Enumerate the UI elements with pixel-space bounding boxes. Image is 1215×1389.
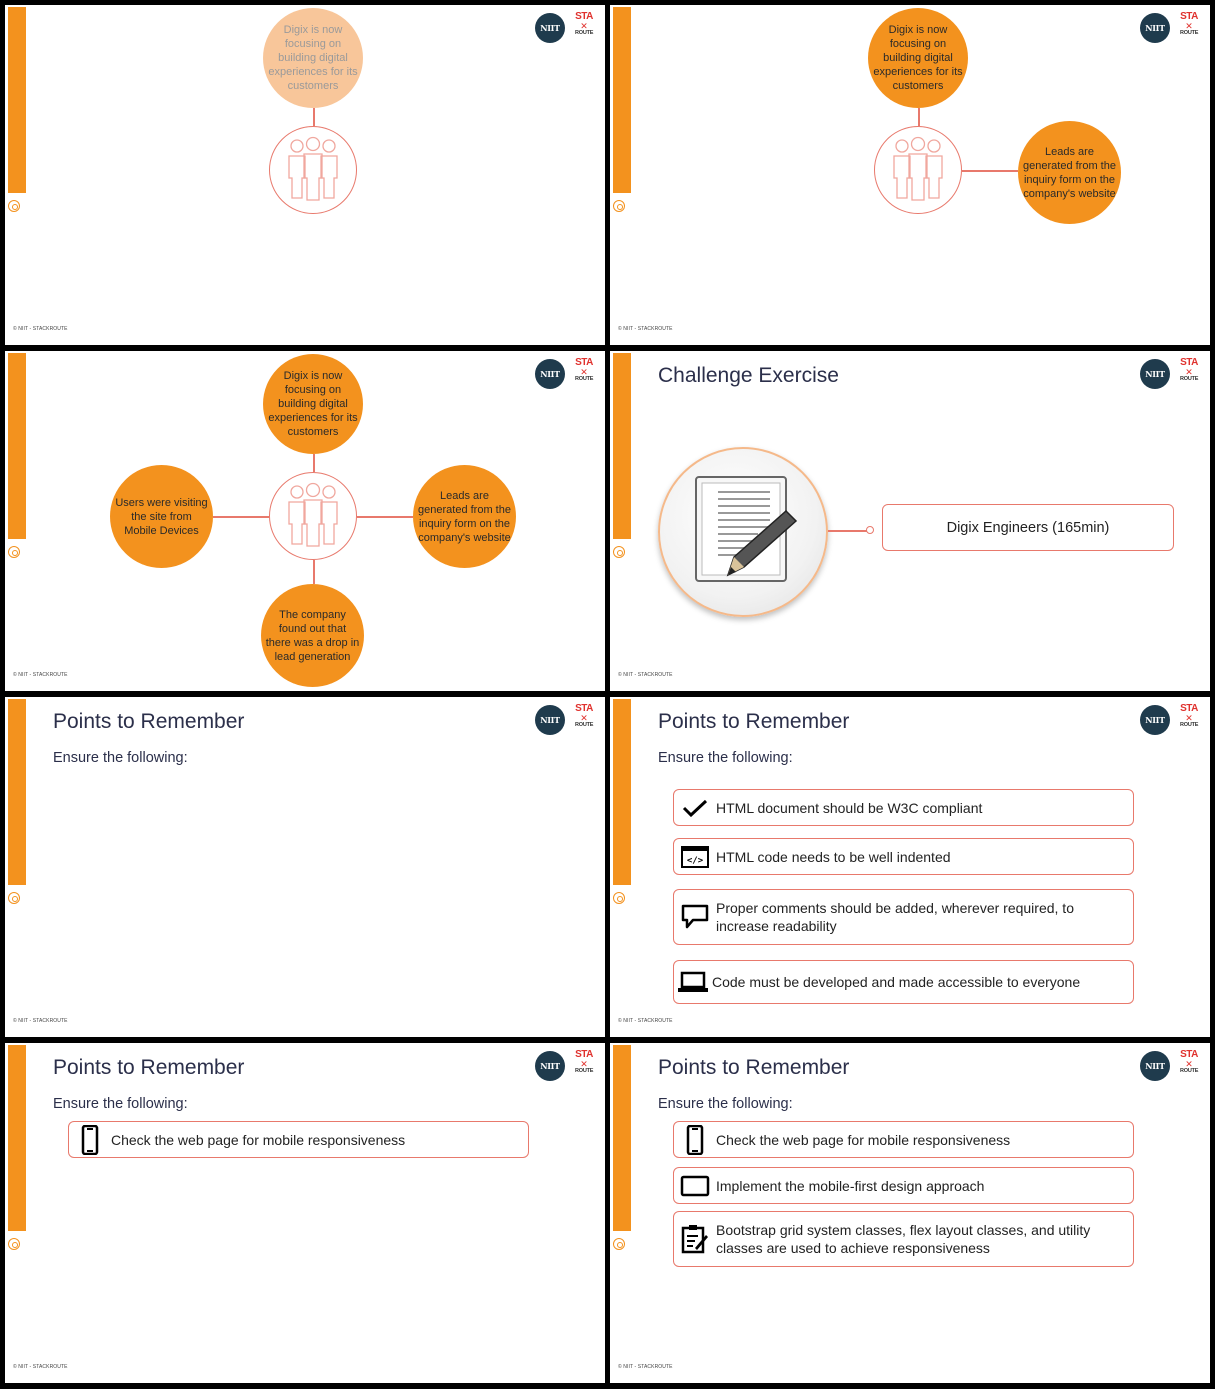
footer: © NIIT - STACKROUTE (618, 326, 673, 332)
slide-7 (5, 1043, 605, 1383)
connector-line (313, 454, 315, 472)
accent-bar (613, 1045, 631, 1231)
point-text: Code must be developed and made accessible to everyone (712, 974, 1081, 990)
slide-title: Points to Remember (53, 710, 245, 733)
slide-subtitle: Ensure the following: (53, 750, 188, 766)
point-item (673, 960, 1134, 1004)
stackroute-logo: STA ✕ ROUTE (1180, 1049, 1199, 1074)
niit-logo: NIIT (535, 705, 565, 735)
circle-top: Digix is now focusing on building digital experiences for its customers (263, 8, 363, 108)
slide-1 (5, 5, 605, 345)
accent-bar (8, 353, 26, 539)
point-text: Bootstrap grid system classes, flex layout classes, and utility classes are used to achieve responsiveness (716, 1222, 1091, 1256)
niit-logo: NIIT (1140, 13, 1170, 43)
exercise-card[interactable] (882, 504, 1174, 551)
stackroute-logo: STA ✕ ROUTE (575, 11, 594, 36)
people-group-icon (269, 472, 357, 560)
connector-line (313, 108, 315, 126)
point-item (673, 1121, 1134, 1158)
point-item (673, 889, 1134, 945)
stackroute-logo: STA ✕ ROUTE (575, 357, 594, 382)
niit-logo: NIIT (1140, 359, 1170, 389)
ring-icon (613, 200, 625, 212)
accent-bar (8, 1045, 26, 1231)
slide-title: Points to Remember (53, 1056, 245, 1079)
point-item (673, 838, 1134, 875)
footer: © NIIT - STACKROUTE (618, 672, 673, 678)
footer: © NIIT - STACKROUTE (13, 326, 68, 332)
comment-icon (674, 904, 716, 930)
ring-icon (613, 546, 625, 558)
circle-top: Digix is now focusing on building digital experiences for its customers (868, 8, 968, 108)
circle-right: Leads are generated from the inquiry form on the company's website (1018, 121, 1121, 224)
accent-bar (8, 7, 26, 193)
connector-line (918, 108, 920, 126)
slide-8 (610, 1043, 1210, 1383)
stackroute-logo: STA ✕ ROUTE (575, 1049, 594, 1074)
footer: © NIIT - STACKROUTE (618, 1364, 673, 1370)
slide-subtitle: Ensure the following: (658, 750, 793, 766)
ring-icon (8, 1238, 20, 1250)
stackroute-logo: STA ✕ ROUTE (575, 703, 594, 728)
accent-bar (613, 353, 631, 539)
checkmark-icon (674, 799, 716, 817)
stackroute-logo: STA ✕ ROUTE (1180, 11, 1199, 36)
point-item (673, 1211, 1134, 1267)
niit-logo: NIIT (535, 13, 565, 43)
niit-logo: NIIT (1140, 705, 1170, 735)
people-group-icon (874, 126, 962, 214)
point-text: HTML document should be W3C compliant (716, 799, 983, 816)
niit-logo: NIIT (535, 1051, 565, 1081)
point-item (68, 1121, 529, 1158)
point-text: Check the web page for mobile responsiveness (716, 1131, 1011, 1148)
footer: © NIIT - STACKROUTE (13, 1018, 68, 1024)
code-window-icon (674, 846, 716, 868)
slide-2 (610, 5, 1210, 345)
connector-line (828, 530, 868, 532)
document-pencil-icon (658, 447, 828, 617)
niit-logo: NIIT (535, 359, 565, 389)
ring-icon (8, 200, 20, 212)
ring-icon (8, 546, 20, 558)
point-text: Proper comments should be added, wherever required, to increase readability (716, 900, 1074, 934)
slide-6 (610, 697, 1210, 1037)
mobile-phone-icon (69, 1125, 111, 1155)
circle-left: Users were visiting the site from Mobile Devices (110, 465, 213, 568)
svg-text:</>: </> (686, 855, 704, 866)
mobile-phone-icon (674, 1125, 716, 1155)
footer: © NIIT - STACKROUTE (618, 1018, 673, 1024)
connector-line (313, 560, 315, 584)
slide-title: Challenge Exercise (658, 364, 839, 387)
slide-title: Points to Remember (658, 1056, 850, 1079)
slide-4 (610, 351, 1210, 691)
point-text: Implement the mobile-first design approach (716, 1177, 985, 1194)
accent-bar (613, 699, 631, 885)
tablet-icon (674, 1175, 716, 1197)
slide-3 (5, 351, 605, 691)
clipboard-edit-icon (674, 1224, 716, 1254)
people-group-icon (269, 126, 357, 214)
connector-line (357, 516, 413, 518)
exercise-label: Digix Engineers (165min) (946, 519, 1110, 536)
slide-title: Points to Remember (658, 710, 850, 733)
circle-right: Leads are generated from the inquiry form on the company's website (413, 465, 516, 568)
stackroute-logo: STA ✕ ROUTE (1180, 357, 1199, 382)
niit-logo: NIIT (1140, 1051, 1170, 1081)
point-text: Check the web page for mobile responsiveness (111, 1131, 406, 1148)
circle-bottom: The company found out that there was a drop in lead generation (261, 584, 364, 687)
slide-subtitle: Ensure the following: (658, 1096, 793, 1112)
accent-bar (8, 699, 26, 885)
stackroute-logo: STA ✕ ROUTE (1180, 703, 1199, 728)
connector-line (962, 170, 1018, 172)
connector-line (213, 516, 269, 518)
point-item (673, 789, 1134, 826)
point-text: HTML code needs to be well indented (716, 848, 951, 865)
footer: © NIIT - STACKROUTE (13, 672, 68, 678)
circle-top: Digix is now focusing on building digital experiences for its customers (263, 354, 363, 454)
footer: © NIIT - STACKROUTE (13, 1364, 68, 1370)
connector-dot (866, 526, 874, 534)
laptop-icon (674, 971, 712, 993)
accent-bar (613, 7, 631, 193)
ring-icon (613, 1238, 625, 1250)
slide-subtitle: Ensure the following: (53, 1096, 188, 1112)
point-item (673, 1167, 1134, 1204)
ring-icon (613, 892, 625, 904)
slide-5 (5, 697, 605, 1037)
ring-icon (8, 892, 20, 904)
